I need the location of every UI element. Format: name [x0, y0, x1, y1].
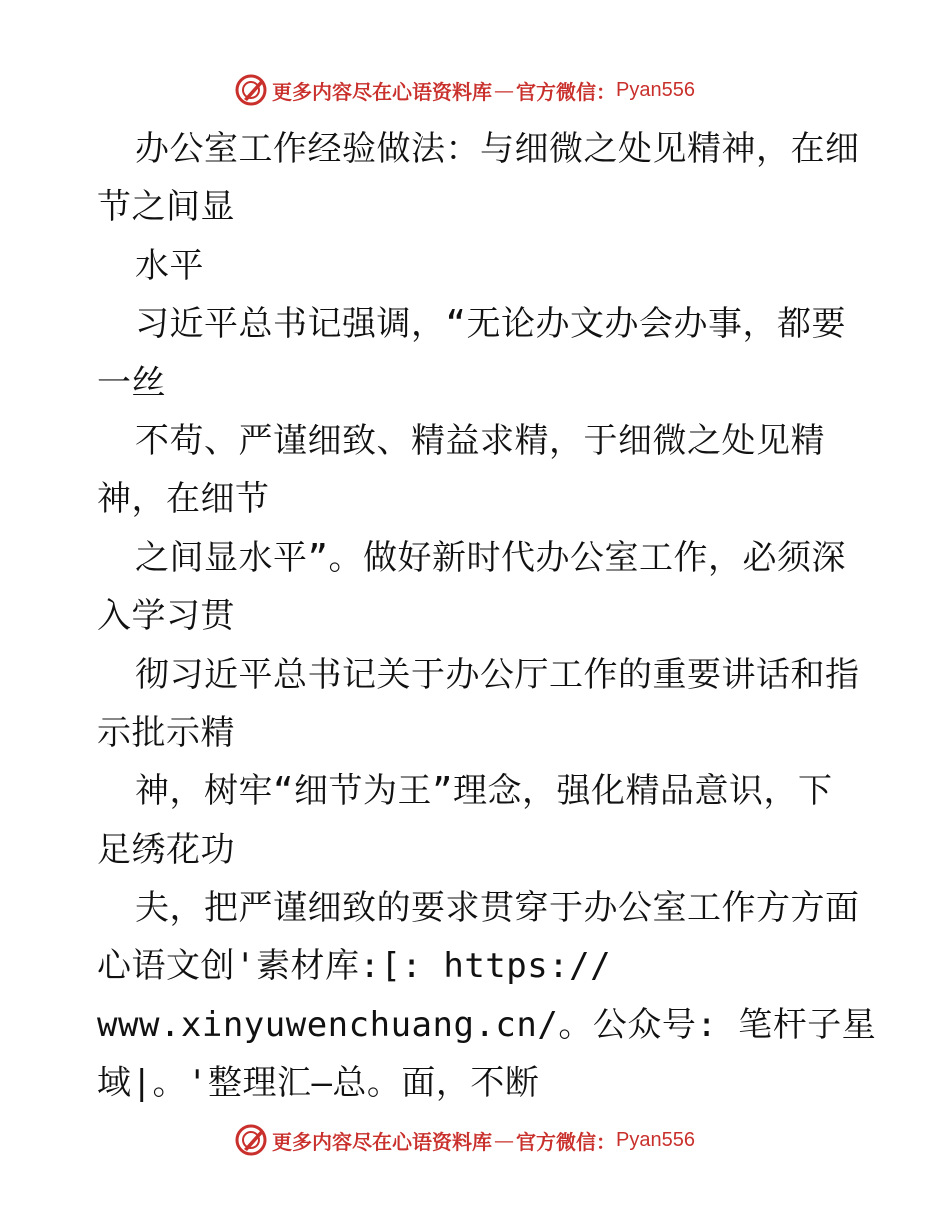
- text-line: 足绣花功: [97, 829, 235, 870]
- banner-wechat-id: Pyan556: [616, 1128, 695, 1151]
- text-line: 水平: [135, 245, 204, 286]
- banner-separator: —: [494, 78, 514, 102]
- banner-separator: —: [494, 1128, 514, 1152]
- text-line: 夫，把严谨细致的要求贯穿于办公室工作方方面: [135, 888, 860, 929]
- brand-logo-icon: [234, 1123, 268, 1157]
- banner-slogan: 更多内容尽在心语资料库: [272, 79, 492, 104]
- text-line: 心语文创'素材库:[: https://: [97, 946, 612, 987]
- text-line: 示批示精: [97, 712, 235, 753]
- text-line: 节之间显: [97, 187, 235, 228]
- text-line: 入学习贯: [97, 596, 235, 637]
- text-line: 神，在细节: [97, 479, 270, 520]
- text-line: 习近平总书记强调，“无论办文办会办事，都要: [135, 304, 846, 345]
- banner-wechat-label: 官方微信：: [516, 79, 616, 104]
- text-line: 不苟、严谨细致、精益求精，于细微之处见精: [135, 420, 825, 461]
- brand-logo-icon: [234, 73, 268, 107]
- footer-banner: [234, 1120, 695, 1160]
- text-line: 彻习近平总书记关于办公厅工作的重要讲话和指: [135, 654, 860, 695]
- text-line: 办公室工作经验做法：与细微之处见精神，在细: [135, 129, 860, 169]
- text-line: www.xinyuwenchuang.cn/。公众号: 笔杆子星: [97, 1004, 877, 1045]
- banner-wechat-label: 官方微信：: [516, 1129, 616, 1154]
- text-line: 域|。'整理汇—总。面，不断: [97, 1063, 540, 1104]
- body-text: [97, 120, 877, 1113]
- banner-slogan: 更多内容尽在心语资料库: [272, 1129, 492, 1154]
- text-line: 之间显水平”。做好新时代办公室工作，必须深: [135, 537, 846, 578]
- banner-wechat-id: Pyan556: [616, 78, 695, 101]
- text-line: 神，树牢“细节为王”理念，强化精品意识，下: [135, 771, 833, 812]
- header-banner: [234, 70, 695, 110]
- text-line: 一丝: [97, 362, 166, 403]
